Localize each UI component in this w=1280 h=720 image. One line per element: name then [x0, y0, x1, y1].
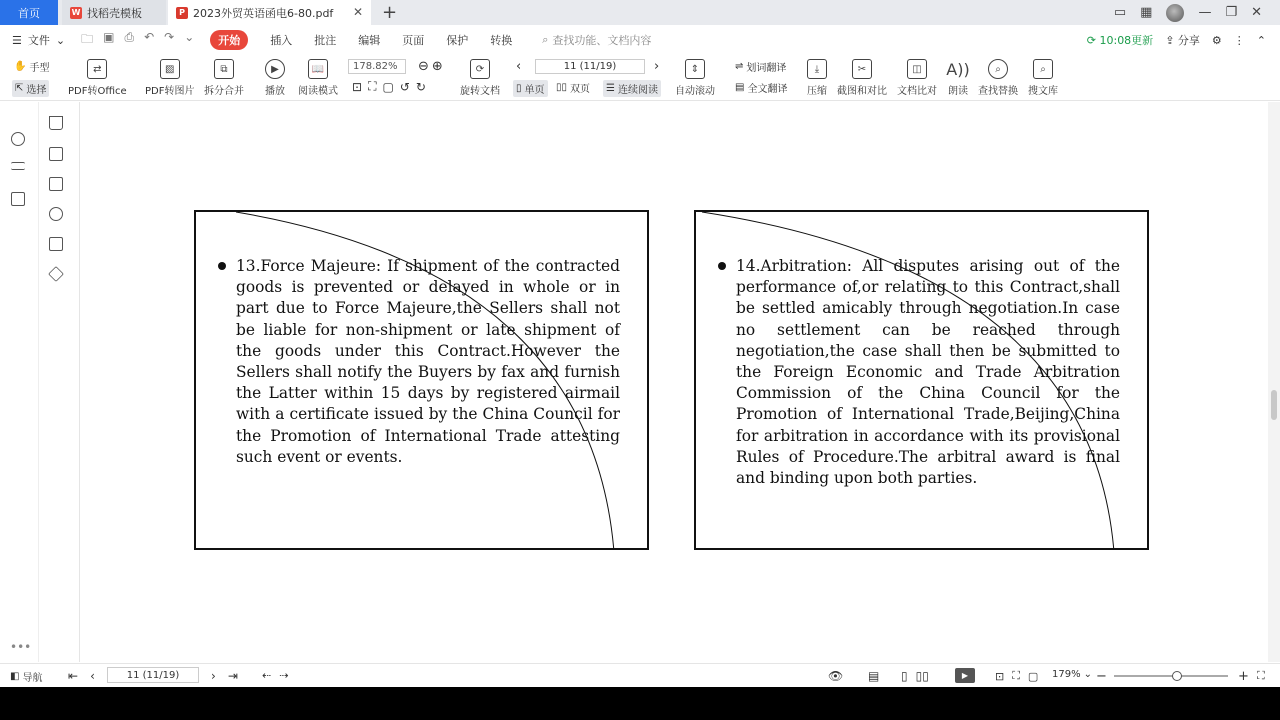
- compress-button[interactable]: [807, 59, 827, 97]
- filter-icon[interactable]: [11, 162, 25, 170]
- doc-compare-button[interactable]: [897, 59, 937, 97]
- speaker-icon: A)): [946, 59, 970, 79]
- single-page-icon: ▯: [516, 83, 522, 94]
- word-translate-button[interactable]: [735, 59, 786, 74]
- more-icon[interactable]: ⌄: [184, 29, 195, 44]
- fit-width-icon[interactable]: ▢: [382, 79, 394, 94]
- split-merge-label: 拆分合并: [204, 86, 244, 97]
- compare-label: 文档比对: [897, 86, 937, 97]
- page-input[interactable]: 11 (11/19): [535, 59, 645, 74]
- file-menu-label: 文件: [27, 34, 50, 47]
- last-page-icon[interactable]: ⇥: [227, 669, 238, 683]
- double-page-button[interactable]: [556, 80, 590, 95]
- hamburger-icon: ☰: [12, 33, 22, 47]
- chevron-down-icon: ⌄: [1083, 669, 1092, 680]
- signature-icon[interactable]: [49, 237, 63, 251]
- fit-page-icon[interactable]: ⛶: [368, 79, 377, 93]
- full-translate-icon: ▤: [735, 82, 745, 93]
- split-icon: ⧉: [214, 59, 234, 79]
- translate-icon: ⇌: [735, 61, 744, 72]
- eye-protection[interactable]: [828, 669, 843, 683]
- pdf-icon: P: [176, 7, 188, 19]
- back-icon[interactable]: ⇠: [262, 669, 272, 682]
- magnifier-icon: ⌕: [988, 59, 1008, 79]
- compress-icon: ⤓: [807, 59, 827, 79]
- compress-label: 压缩: [807, 86, 827, 97]
- new-tab-button[interactable]: +: [382, 2, 398, 23]
- zoom-out-status-icon[interactable]: −: [1096, 669, 1107, 684]
- rotate-left-icon[interactable]: ↺: [399, 79, 410, 94]
- page-nav-right: [211, 669, 238, 683]
- fit-page-status-icon[interactable]: ⛶: [1012, 669, 1020, 682]
- tab-home[interactable]: 首页: [0, 0, 58, 25]
- scroll-thumb[interactable]: [1271, 390, 1277, 420]
- collapse-icon[interactable]: ⌃: [1256, 33, 1266, 47]
- pdf-to-image-label: PDF转图片: [145, 86, 195, 97]
- autoscroll-button[interactable]: [675, 59, 715, 97]
- prev-page-button[interactable]: [516, 59, 521, 74]
- bullet-icon: [218, 262, 226, 270]
- zoom-status-label: 179%: [1052, 669, 1081, 680]
- nav-toggle[interactable]: [10, 669, 42, 684]
- pdf-office-icon: ⇄: [87, 59, 107, 79]
- zoom-input[interactable]: 178.82%: [348, 59, 406, 74]
- continuous-read-button[interactable]: [603, 80, 661, 97]
- minimize-icon[interactable]: —: [1198, 5, 1212, 20]
- search-doc-icon[interactable]: [11, 132, 25, 146]
- more-dots-icon[interactable]: •••: [10, 640, 32, 654]
- share-button[interactable]: ⇪ 分享: [1165, 34, 1200, 47]
- fit-tools: [352, 79, 426, 94]
- pdf-to-office-label: PDF转Office: [68, 86, 127, 97]
- open-folder-icon[interactable]: 🗀: [81, 31, 94, 46]
- scissors-icon: ✂: [852, 59, 872, 79]
- zoom-slider-knob[interactable]: [1172, 671, 1182, 681]
- read-mode-button[interactable]: [298, 59, 338, 97]
- avatar[interactable]: [1166, 4, 1184, 22]
- close-tab-icon[interactable]: ✕: [352, 5, 363, 19]
- document-view: [81, 102, 1268, 662]
- restore-icon[interactable]: ❐: [1225, 5, 1238, 20]
- save-icon[interactable]: ▣: [103, 29, 115, 44]
- autoscroll-label: 自动滚动: [675, 86, 715, 97]
- continuous-label: 连续阅读: [617, 85, 658, 96]
- ribbon-tabs: [210, 30, 512, 50]
- zoom-dropdown[interactable]: [1052, 669, 1092, 680]
- tab-template-label: 找稻壳模板: [87, 6, 142, 20]
- view-mode-icon[interactable]: ▤: [868, 669, 880, 683]
- pdf-to-image-button[interactable]: [145, 59, 194, 97]
- word-translate-label: 划词翻译: [746, 63, 787, 74]
- hand-tool[interactable]: [14, 59, 49, 74]
- status-bar: [0, 663, 1280, 687]
- prev-page-icon[interactable]: ‹: [90, 669, 95, 683]
- tab-bar: [0, 0, 1280, 25]
- share-label: 分享: [1177, 34, 1200, 47]
- layers-icon[interactable]: [48, 266, 64, 282]
- clause-text: 13.Force Majeure: If shipment of the contracted goods is prevented or delayed in whole or in part due to Force Majeure,the Sellers shall not be liable for non-shipment or late shipment of the goods under this Contract.However the Sellers shall notify the Buyers by fax and furnish the Latter within 15 days by registered airmail with a certificate issued by the China Council for the Promotion of International Trade attesting such event or events.: [236, 257, 620, 466]
- zoom-out-icon[interactable]: ⊖: [418, 59, 429, 74]
- chevron-left-icon: ‹: [516, 59, 522, 74]
- rotate-doc-icon: ⟳: [470, 59, 490, 79]
- compare-icon: ◫: [907, 59, 927, 79]
- single-view-icon[interactable]: ▯: [901, 669, 908, 683]
- comment-icon[interactable]: [49, 177, 63, 191]
- play-icon: ▶: [265, 59, 285, 79]
- pdf-to-office-button[interactable]: [68, 59, 127, 97]
- page-layout-icons: [901, 669, 929, 683]
- sidebar-divider: [38, 102, 39, 662]
- double-page-icon: ▯▯: [556, 82, 568, 93]
- tab-protect[interactable]: 保护: [446, 34, 469, 47]
- zoom-slider[interactable]: [1114, 675, 1228, 677]
- search-lib-label: 搜文库: [1028, 86, 1058, 97]
- fit-width-status-icon[interactable]: ▢: [1027, 669, 1039, 683]
- fullscreen-icon[interactable]: ⛶: [1257, 669, 1265, 682]
- quick-access: [81, 30, 194, 51]
- forward-icon[interactable]: ⇢: [279, 669, 289, 682]
- menu-bar: [0, 25, 1280, 55]
- ribbon-toolbar: [0, 55, 1280, 101]
- double-view-icon[interactable]: ▯▯: [915, 669, 929, 683]
- double-label: 双页: [570, 84, 591, 95]
- image-icon: ▨: [160, 59, 180, 79]
- search-box[interactable]: [542, 32, 651, 48]
- cursor-icon: ⇱: [15, 83, 24, 94]
- tab-edit[interactable]: 编辑: [358, 34, 381, 47]
- undo-icon[interactable]: ↶: [144, 29, 155, 44]
- tab-template[interactable]: [62, 0, 166, 25]
- wps-icon: W: [71, 8, 81, 17]
- redo-icon[interactable]: ↷: [164, 29, 175, 44]
- library-icon: ⌕: [1033, 59, 1053, 79]
- hand-label: 手型: [29, 63, 50, 74]
- screenshot-label: 截图和对比: [837, 86, 887, 97]
- clause-card-arbitration: [694, 210, 1149, 550]
- zoom-in-status-icon[interactable]: +: [1238, 669, 1249, 684]
- read-aloud-label: 朗读: [948, 86, 968, 97]
- split-merge-button[interactable]: [204, 59, 244, 97]
- page-nav-left: [68, 669, 95, 683]
- actual-size-icon[interactable]: ⊡: [352, 79, 363, 94]
- thumbnails-icon[interactable]: [11, 192, 25, 206]
- window-controls: [1114, 0, 1280, 25]
- fit-icons: [995, 669, 1038, 683]
- search-icon: ⌕: [542, 33, 549, 46]
- history-nav: [262, 669, 288, 682]
- bullet-icon: [718, 262, 726, 270]
- image-panel-icon[interactable]: [49, 147, 63, 161]
- chevron-down-icon: ⌄: [55, 33, 66, 47]
- first-page-icon[interactable]: ⇤: [68, 669, 79, 683]
- play-status-icon[interactable]: ▶: [955, 668, 975, 683]
- play-label: 播放: [265, 86, 285, 97]
- find-replace-label: 查找替换: [978, 86, 1018, 97]
- bookmark-icon[interactable]: [49, 116, 63, 130]
- single-page-button[interactable]: [513, 80, 548, 97]
- clause-card-force-majeure: [194, 210, 649, 550]
- rotate-document-button[interactable]: [460, 59, 500, 97]
- settings-icon[interactable]: ⚙: [1211, 33, 1222, 47]
- rotate-right-icon[interactable]: ↻: [415, 79, 426, 94]
- tab-insert[interactable]: 插入: [270, 34, 293, 47]
- rotate-label: 旋转文档: [460, 86, 500, 97]
- nav-label: 导航: [22, 673, 43, 684]
- menu-right: [1087, 25, 1266, 55]
- actual-size-status-icon[interactable]: ⊡: [995, 669, 1005, 683]
- eye-icon: 👁: [828, 669, 844, 683]
- book-icon: 📖: [308, 59, 328, 79]
- play-button[interactable]: [265, 59, 285, 97]
- vertical-scrollbar[interactable]: [1268, 102, 1280, 662]
- full-translate-button[interactable]: [735, 80, 787, 95]
- zoom-buttons: [418, 59, 443, 74]
- read-mode-label: 阅读模式: [298, 86, 338, 97]
- chevron-right-icon: ›: [654, 59, 660, 74]
- tab-pdf-label: 2023外贸英语函电6-80.pdf: [193, 6, 334, 20]
- file-menu[interactable]: [0, 32, 65, 48]
- find-replace-button[interactable]: [978, 59, 1018, 97]
- print-icon[interactable]: ⎙: [124, 29, 135, 44]
- more-options-icon[interactable]: ⋮: [1233, 33, 1245, 47]
- next-page-icon[interactable]: ›: [211, 669, 216, 683]
- select-tool[interactable]: [12, 80, 49, 97]
- layout-icon[interactable]: ▭: [1113, 5, 1127, 20]
- attachment-icon[interactable]: [49, 207, 63, 221]
- tab-convert[interactable]: 转换: [490, 34, 513, 47]
- status-page-input[interactable]: 11 (11/19): [107, 667, 199, 683]
- autoscroll-icon: ⇕: [685, 59, 705, 79]
- tab-start[interactable]: 开始: [210, 30, 248, 50]
- single-label: 单页: [524, 85, 545, 96]
- nav-panel-icon: ◧: [10, 671, 20, 682]
- clause-text: 14.Arbitration: All disputes arising out of the performance of,or relating to this Contract,shall be settled amicably through negotiation.In case no settlement can be reached through negotiation,the case shall then be submitted to the Foreign Economic and Trade Arbitration Commission of the China Council for the Promotion of International Trade,Beijing,China for arbitration in accordance with its provisional Rules of Procedure.The arbitral award is final and binding upon both parties.: [736, 257, 1120, 488]
- grid-icon[interactable]: ▦: [1140, 5, 1153, 20]
- select-label: 选择: [26, 85, 47, 96]
- continuous-icon: ☰: [606, 83, 615, 94]
- tab-pdf[interactable]: [168, 0, 371, 25]
- search-placeholder: 查找功能、文档内容: [552, 34, 652, 47]
- screenshot-compare-button[interactable]: [837, 59, 887, 97]
- sync-status[interactable]: ⟳ 10:08更新: [1086, 34, 1154, 47]
- hand-icon: ✋: [14, 61, 27, 72]
- tab-page[interactable]: 页面: [402, 34, 425, 47]
- zoom-in-icon[interactable]: ⊕: [431, 59, 443, 74]
- read-aloud-button[interactable]: [948, 59, 968, 97]
- next-page-button[interactable]: [654, 59, 659, 74]
- close-window-icon[interactable]: ✕: [1251, 5, 1262, 20]
- left-sidebar: [0, 102, 80, 662]
- tab-annotate[interactable]: 批注: [314, 34, 337, 47]
- sync-label: 10:08更新: [1099, 34, 1154, 47]
- search-library-button[interactable]: [1028, 59, 1058, 97]
- full-translate-label: 全文翻译: [747, 84, 788, 95]
